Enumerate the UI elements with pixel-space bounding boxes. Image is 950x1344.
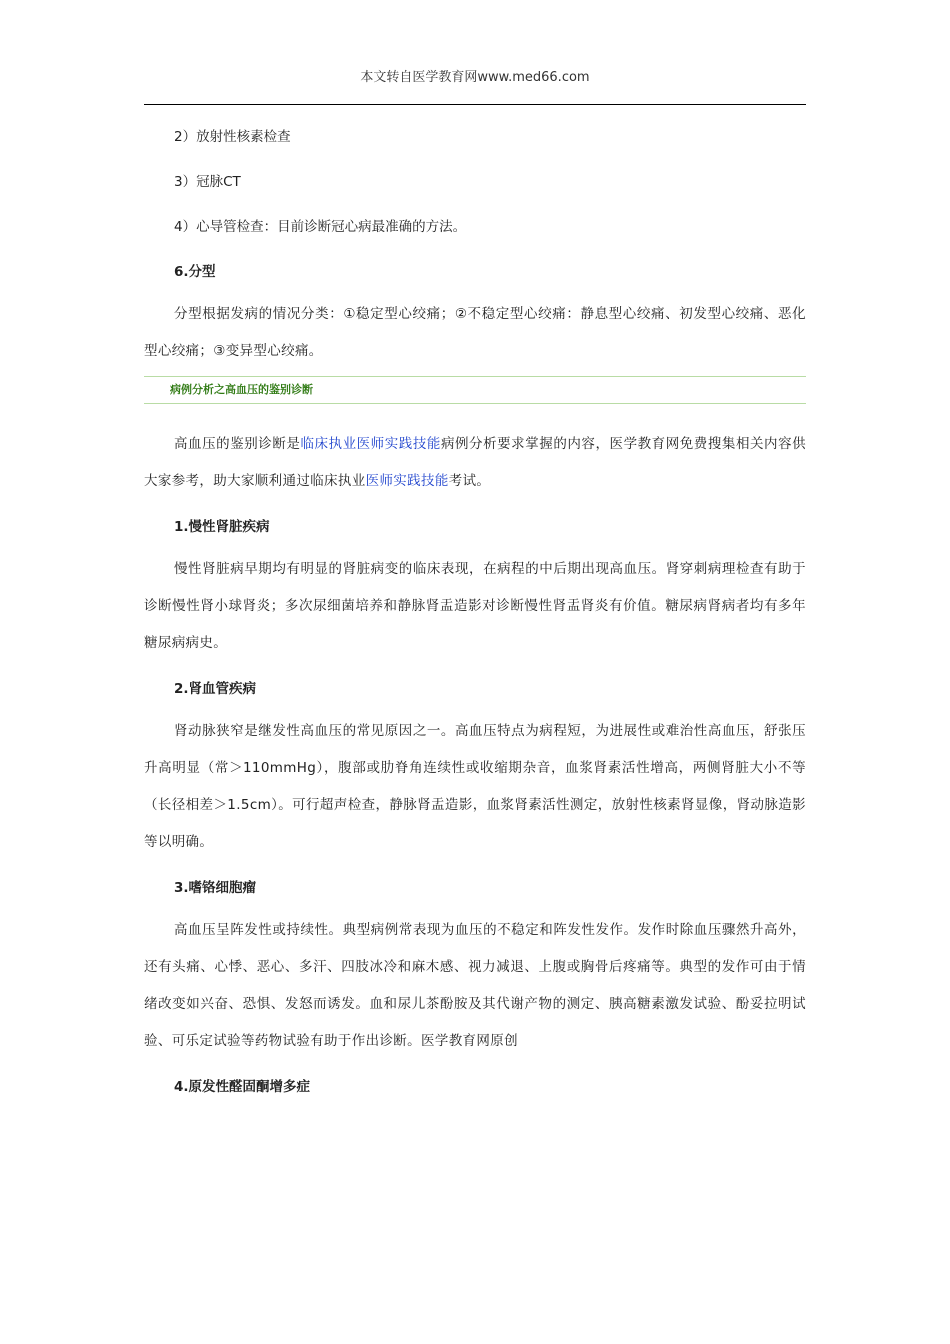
intro-text-2: 病例分析要求掌握的内容，医学教育网免费搜集相关内容供大家参考，助大家顺利通过临床执业: [144, 436, 806, 489]
link-clinical-skills[interactable]: 临床执业医师实践技能: [300, 436, 441, 452]
paragraph: 肾动脉狭窄是继发性高血压的常见原因之一。高血压特点为病程短，为进展性或难治性高血压，舒张压升高明显（常＞110mmHg），腹部或肋脊角连续性或收缩期杂音，血浆肾素活性增高，两侧肾脏大小不等（长径相差＞1.5cm）。可行超声检查，静脉肾盂造影，血浆肾素活性测定，放射性核素肾显像，肾动脉造影等以明确。: [144, 723, 806, 850]
section-heading: 4.原发性醛固酮增多症: [174, 1079, 311, 1095]
list-item: 2）放射性核素检查: [174, 129, 291, 145]
intro-paragraph: [144, 426, 806, 500]
paragraph: 慢性肾脏病早期均有明显的肾脏病变的临床表现，在病程的中后期出现高血压。肾穿刺病理检查有助于诊断慢性肾小球肾炎；多次尿细菌培养和静脉肾盂造影对诊断慢性肾盂肾炎有价值。糖尿病肾病者均有多年糖尿病病史。: [144, 561, 806, 651]
list-item: 3）冠脉CT: [174, 174, 241, 190]
paragraph: 高血压呈阵发性或持续性。典型病例常表现为血压的不稳定和阵发性发作。发作时除血压骤然升高外，还有头痛、心悸、恶心、多汗、四肢冰冷和麻木感、视力减退、上腹或胸骨后疼痛等。典型的发作可由于情绪改变如兴奋、恐惧、发怒而诱发。血和尿儿茶酚胺及其代谢产物的测定、胰高糖素激发试验、酚妥拉明试验、可乐定试验等药物试验有助于作出诊断。医学教育网原创: [144, 922, 806, 1049]
paragraph-classification: 分型根据发病的情况分类：①稳定型心绞痛；②不稳定型心绞痛：静息型心绞痛、初发型心绞痛、恶化型心绞痛；③变异型心绞痛。: [144, 306, 806, 359]
link-physician-skills[interactable]: 医师实践技能: [365, 473, 449, 489]
intro-text-3: 考试。: [448, 473, 491, 489]
section-heading: 3.嗜铬细胞瘤: [174, 880, 257, 896]
intro-text-1: 高血压的鉴别诊断是: [174, 436, 301, 452]
section-heading: 2.肾血管疾病: [174, 681, 257, 697]
section-heading: 1.慢性肾脏疾病: [174, 519, 270, 535]
document-body: [144, 116, 806, 1111]
section-title-bar: 病例分析之高血压的鉴别诊断: [144, 376, 806, 404]
section-heading-classification: 6.分型: [174, 264, 216, 280]
page-header: 本文转自医学教育网www.med66.com: [360, 70, 590, 85]
header-divider: [144, 104, 806, 105]
list-item: 4）心导管检查：目前诊断冠心病最准确的方法。: [174, 219, 467, 235]
